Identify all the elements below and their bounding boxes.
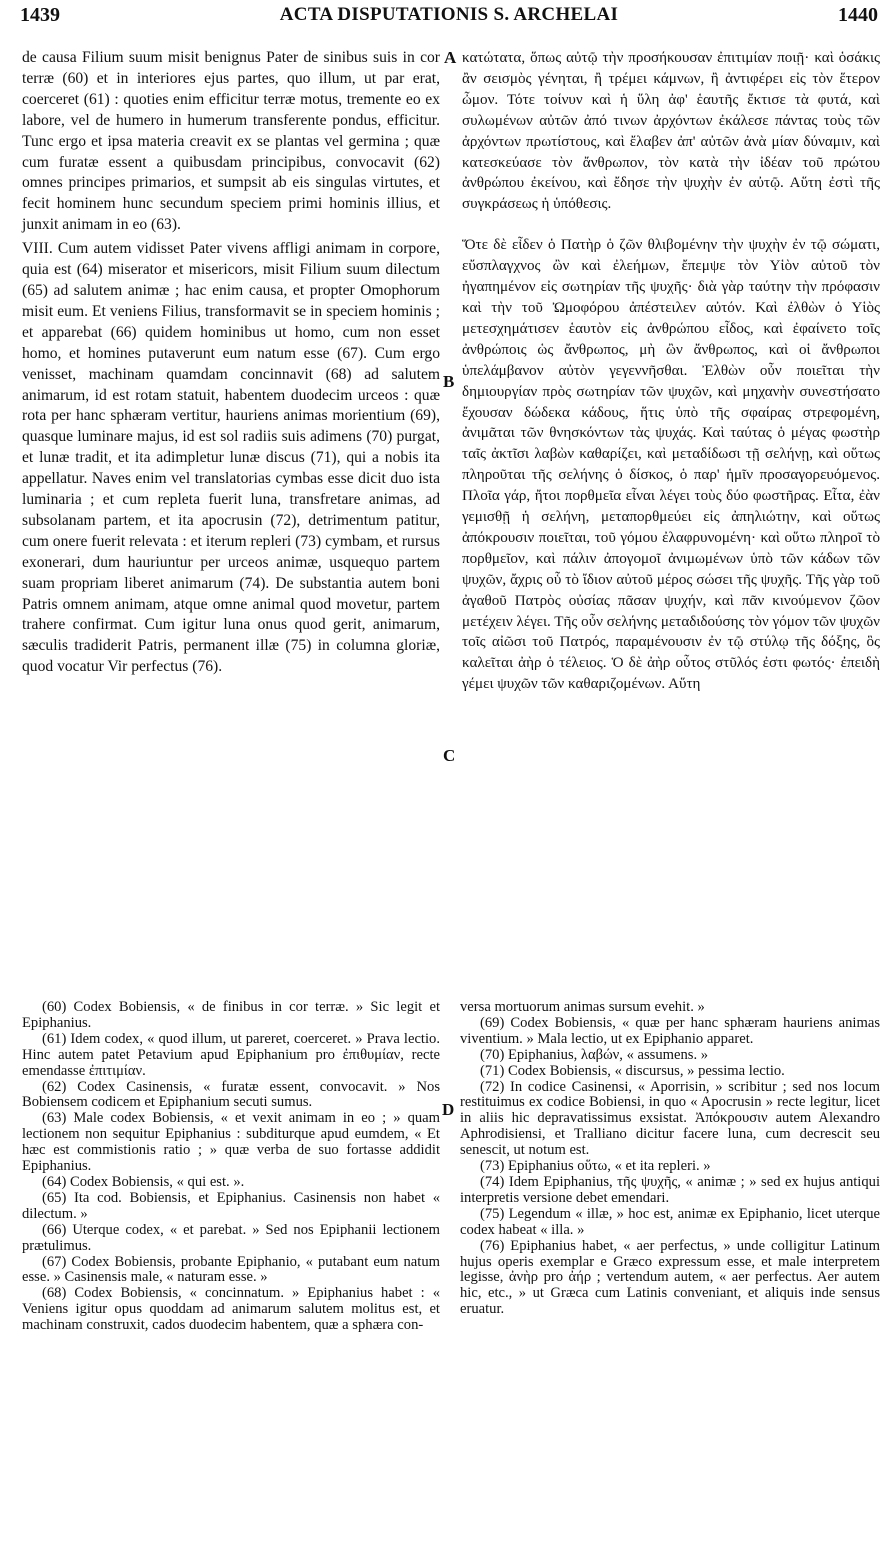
greek-text-column [462, 48, 880, 695]
footnote-61: (61) Idem codex, « quod illum, ut pareret, coerceret. » Prava lectio. Hinc autem patet Petavium apud Epiphanium pro ἐπιθυμίαν, recte emendasse ἐπιτιμίαν. [22, 1030, 440, 1079]
section-marker-a: A [444, 48, 457, 67]
footnote-63: (63) Male codex Bobiensis, « et vexit animam in eo ; » quam lectionem non sequitur Epiphanius : subditurque apud eumdem, « Et hæc est commistionis ratio ; » quæ verba de suo fortasse addidit Epiphanius. [22, 1110, 440, 1175]
page-number-left: 1439 [20, 4, 60, 26]
footnote-62: (62) Codex Casinensis, « furatæ essent, convocavit. » Nos Bobiensem codicem et Epiphanium secuti sumus. [22, 1078, 440, 1111]
footnote-74: (74) Idem Epiphanius, τῆς ψυχῆς, « animæ ; » sed ex hujus antiqui interpretis versione debet emendari. [460, 1173, 880, 1206]
footnotes-left [22, 1000, 440, 1334]
greek-paragraph-2: Ὅτε δὲ εἶδεν ὁ Πατὴρ ὁ ζῶν θλιβομένην τὴν ψυχὴν ἐν τῷ σώματι, εὔσπλαγχνος ὢν καὶ ἐλεήμων, ἔπεμψε τὸν Υἱὸν αὐτοῦ τὸν ἠγαπημένον εἰς σωτηρίαν τῆς ψυχῆς· διὰ γὰρ ταύτην τὴν πρόφασιν καὶ τὴν τοῦ Ὠμοφόρου ἀπέστειλεν αὐτόν. Καὶ ἐλθὼν ὁ Υἱὸς μετεσχημάτισεν ἑαυτὸν εἰς ἀνθρώπου εἶδος, καὶ ἐφαίνετο τοῖς ἀνθρώποις ὡς ἄνθρωπος, μὴ ὢν ἄνθρωπος, καὶ οἱ ἄνθρωποι ὑπελάμβανον αὐτὸν γεγεννῆσθαι. Ἐλθὼν οὖν ποιεῖται τὴν δημιουργίαν πρὸς σωτηρίαν τῶν ψυχῶν, καὶ μηχανὴν συνεστήσατο ἔχουσαν δώδεκα κάδους, ἥτις ὑπὸ τῆς σφαίρας στρεφομένη, ἀνιμᾶται τῶν θνησκόντων τὰς ψυχάς. Καὶ ταύτας ὁ μέγας φωστὴρ ταῖς ἀκτῖσι λαβὼν καθαρίζει, καὶ μεταδίδωσι τῇ σελήνῃ, καὶ οὕτως πληροῦται τῆς σελήνης ὁ δίσκος, ὁ παρ' ἡμῖν προσαγορευόμενος. Πλοῖα γάρ, ἤτοι πορθμεῖα εἶναι λέγει τοὺς δύο φωστῆρας. Εἶτα, ἐὰν γεμισθῇ ἡ σελήνη, μεταπορθμεύει εἰς ἀπηλιώτην, καὶ οὕτως ἀπόκρουσιν ποιεῖται, τοῦ γόμου ἐλαφρυνομένη· καὶ οὕτω πληροῖ τὸ πορθμεῖον, καὶ πάλιν ἀπογομοῖ ἀνιμωμένων ὑπὸ τῶν κάδων τῶν ψυχῶν, ἄχρις οὗ τὸ ἴδιον αὐτοῦ μέρος σώσει τῆς ψυχῆς. Τῆς γὰρ τοῦ ἀγαθοῦ Πατρὸς οὐσίας πᾶσαν ψυχήν, καὶ πᾶν κινούμενον ζῶον μετέχειν λέγει. Τῆς οὖν σελήνης μεταδιδούσης τὸν γόμον τῶν ψυχῶν τοῖς αἰῶσι τοῦ Πατρός, παραμένουσιν ἐν τῷ στύλῳ τῆς δόξης, ὃς καλεῖται ἀὴρ ὁ τέλειος. Ὁ δὲ ἀὴρ οὗτος στῦλός ἐστι φωτός· ἐπειδὴ γέμει ψυχῶν τῶν καθαριζομένων. Αὕτη [462, 237, 880, 693]
footnote-67: (67) Codex Bobiensis, probante Epiphanio, « putabant eum natum esse. » Casinensis male, « naturam esse. » [22, 1253, 440, 1286]
greek-paragraph-1: κατώτατα, ὅπως αὐτῷ τὴν προσήκουσαν ἐπιτιμίαν ποιῇ· καὶ ὁσάκις ἂν σεισμὸς γένηται, ἢ τρέμει κάμνων, ἢ ἀντιφέρει εἰς τὸν ἕτερον ὦμον. Τότε τοίνυν καὶ ἡ ὕλη ἀφ' ἑαυτῆς ἔκτισε τὰ φυτά, καὶ συλωμένων αὐτῶν ἀπό τινων ἀρχόντων ἐκάλεσε πάντας τοὺς τῶν ἀρχόντων πρωτίστους, καὶ ἔλαβεν ἀπ' αὐτῶν ἀνὰ μίαν δύναμιν, καὶ κατεσκεύασε τὸν ἄνθρωπον, τὸν κατὰ τὴν ἰδέαν τοῦ πρώτου ἀνθρώπου ἐκείνου, καὶ ἔδησε τὴν ψυχὴν ἐν αὐτῷ. Αὕτη ἐστὶ τῆς συγκράσεως ἡ ὑπόθεσις. [462, 50, 880, 213]
footnote-71: (71) Codex Bobiensis, « discursus, » pessima lectio. [480, 1062, 785, 1079]
footnote-69: (69) Codex Bobiensis, « quæ per hanc sphæram hauriens animas viventium. » Mala lectio, ut ex Epiphanio apparet. [460, 1014, 880, 1047]
footnotes-right [460, 1000, 880, 1318]
running-header [20, 4, 878, 30]
footnote-75: (75) Legendum « illæ, » hoc est, animæ ex Epiphanio, licet uterque codex habeat « illa. » [460, 1205, 880, 1238]
footnote-66: (66) Uterque codex, « et parebat. » Sed nos Epiphanii lectionem prætulimus. [22, 1221, 440, 1254]
footnote-73: (73) Epiphanius οὕτω, « et ita repleri. » [480, 1158, 711, 1175]
footnote-68: (68) Codex Bobiensis, « concinnatum. » Epiphanius habet : « Veniens igitur opus quoddam ad animarum salutem molitus est, et machinam construxit, cados duodecim habentem, quæ a sphæra con- [22, 1285, 440, 1334]
footnote-70: (70) Epiphanius, λαβών, « assumens. » [480, 1046, 709, 1063]
section-marker-c: C [443, 746, 456, 765]
latin-paragraph-2: VIII. Cum autem vidisset Pater vivens affligi animam in corpore, quia est (64) miserator et misericors, misit Filium suum dilectum (65) ad salutem animæ ; hac enim causa, et propter Omophorum misit eum. Et veniens Filius, transformavit se in speciem hominis ; et apparebat (66) quidem hominibus ut homo, cum non esset homo, et homines putaverunt eum natum esse (67). Cum ergo venisset, machinam quamdam concinnavit (68) ad salutem animarum, id est rotam statuit, habentem duodecim urceos : quæ rota per hanc sphæram vertitur, hauriens animas morientium (69), quasque luminare majus, id est sol radiis suis adimens (70) purgat, et lunæ tradit, et ita adimpletur lunæ discus (71), qui a nobis ita appellatur. Naves enim vel translatorias cymbas esse dicit duo ista luminaria ; et cum repleta fuerit luna, transfretare animas, ad subsolanam partem, et ita apocrusin (72), detrimentum patitur, cum onere fuerit relevata : et iterum repleri (73) cymbam, et rursus exonerari, dum hauriuntur per urceos animæ, usquequo partem suam propriam liberet animarum (74). De substantia autem boni Patris omnem animam, atque omne animal quod movetur, partem trahere confirmat. Cum igitur luna onus quod gerit, animarum, sæculis tradiderit Patris, permanent illæ (75) in columna gloriæ, quod vocatur Vir perfectus (76). [22, 240, 440, 676]
footnote-65: (65) Ita cod. Bobiensis, et Epiphanius. Casinensis non habet « dilectum. » [22, 1189, 440, 1222]
latin-paragraph-1: de causa Filium suum misit benignus Pater de sinibus suis in cor terræ (60) et in interiores ejus partes, quo illum, ut par erat, coerceret (61) : quoties enim efficitur terræ motus, tremente eo ex labore, vel de humero in humerum transferente pondus, efficitur. Tunc ergo et ipsa materia creavit ex se plantas vel germina ; quæ cum furatæ essent a quibusdam principibus, convocavit (62) omnes principes primarios, et sumpsit ab eis singulas virtutes, et fecit hominem hunc secundum speciem primi hominis illius, et junxit animam in eo (63). [22, 49, 440, 234]
footnote-60: (60) Codex Bobiensis, « de finibus in cor terræ. » Sic legit et Epiphanius. [22, 999, 440, 1031]
page-number-right: 1440 [838, 4, 878, 26]
footnote-64: (64) Codex Bobiensis, « qui est. ». [42, 1173, 245, 1190]
latin-text-column [22, 48, 440, 678]
section-marker-b: B [443, 372, 455, 391]
section-marker-d: D [442, 1100, 455, 1119]
footnote-68-continuation: versa mortuorum animas sursum evehit. » [460, 999, 705, 1015]
footnote-72: (72) In codice Casinensi, « Aporrisin, » scribitur ; sed nos locum restituimus ex codice Bobiensi, in quo « Apocrusin » recte legitur, licet in aliis hic depravatissimus exsistat. Ἀπόκρουσιν autem Alexandro Aphrodisiensi, et Tralliano dicitur facere luna, cum decrescit seu senescit, ut notum est. [460, 1078, 880, 1159]
running-title: ACTA DISPUTATIONIS S. ARCHELAI [279, 4, 619, 25]
footnote-76: (76) Epiphanius habet, « aer perfectus, » unde colligitur Latinum hujus operis exemplar e Græco expressum esse, et male interpretem legisse, ἀνὴρ pro ἀήρ ; vertendum autem, « aer perfectus. Aer autem hic, etc., » ut Græca cum Latinis conveniant, et aliquis inde sensus eruatur. [460, 1237, 880, 1318]
